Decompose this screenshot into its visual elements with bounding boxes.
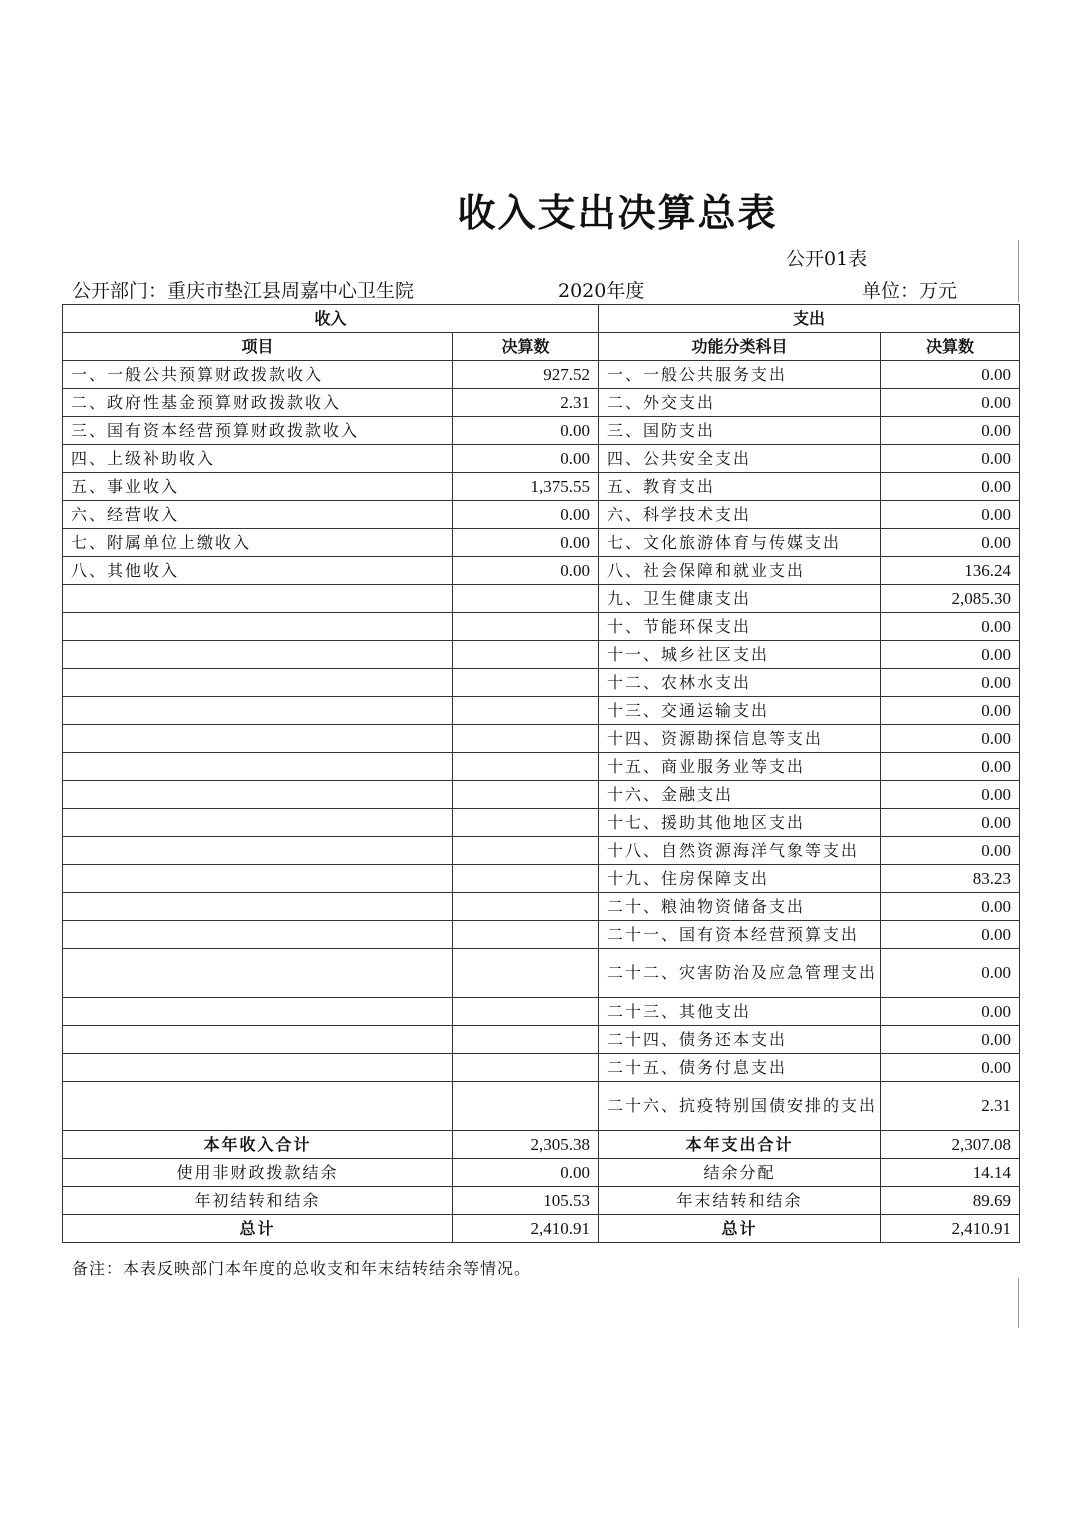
expense-item: 十四、资源勘探信息等支出 xyxy=(599,725,881,753)
expense-amount: 2,085.30 xyxy=(881,585,1020,613)
income-amount xyxy=(453,613,599,641)
summary-income-amount: 2,305.38 xyxy=(453,1131,599,1159)
expense-item: 九、卫生健康支出 xyxy=(599,585,881,613)
table-row xyxy=(63,865,1020,893)
expense-item: 二十六、抗疫特别国债安排的支出 xyxy=(599,1082,881,1131)
table-row xyxy=(63,893,1020,921)
table-row xyxy=(63,501,1020,529)
income-amount: 0.00 xyxy=(453,417,599,445)
income-item xyxy=(63,949,453,998)
income-item: 五、事业收入 xyxy=(63,473,453,501)
expense-item: 二十五、债务付息支出 xyxy=(599,1054,881,1082)
summary-income-label: 年初结转和结余 xyxy=(63,1187,453,1215)
expense-amount: 0.00 xyxy=(881,613,1020,641)
margin-line xyxy=(1018,240,1019,302)
expense-amount: 0.00 xyxy=(881,669,1020,697)
income-item xyxy=(63,893,453,921)
expense-amount: 0.00 xyxy=(881,949,1020,998)
income-amount xyxy=(453,669,599,697)
table-row xyxy=(63,921,1020,949)
income-amount xyxy=(453,893,599,921)
income-item xyxy=(63,641,453,669)
summary-row xyxy=(63,1187,1020,1215)
expense-amount: 0.00 xyxy=(881,501,1020,529)
table-row xyxy=(63,529,1020,557)
item-header: 项目 xyxy=(63,333,453,361)
footnote: 备注：本表反映部门本年度的总收支和年末结转结余等情况。 xyxy=(72,1259,532,1278)
income-item: 二、政府性基金预算财政拨款收入 xyxy=(63,389,453,417)
expense-amount: 0.00 xyxy=(881,725,1020,753)
expense-amount: 0.00 xyxy=(881,473,1020,501)
income-expense-table xyxy=(62,304,1020,1243)
form-number: 公开01表 xyxy=(786,248,868,270)
table-row xyxy=(63,361,1020,389)
income-item: 四、上级补助收入 xyxy=(63,445,453,473)
income-amount xyxy=(453,949,599,998)
income-amount xyxy=(453,781,599,809)
expense-amount: 0.00 xyxy=(881,809,1020,837)
income-amount xyxy=(453,837,599,865)
summary-row xyxy=(63,1131,1020,1159)
income-amount xyxy=(453,921,599,949)
expense-amount: 136.24 xyxy=(881,557,1020,585)
expense-amount: 0.00 xyxy=(881,1026,1020,1054)
expense-item: 二十四、债务还本支出 xyxy=(599,1026,881,1054)
summary-income-label: 总计 xyxy=(63,1215,453,1243)
expense-item: 三、国防支出 xyxy=(599,417,881,445)
income-item xyxy=(63,1082,453,1131)
income-header: 收入 xyxy=(63,305,599,333)
summary-expense-label: 本年支出合计 xyxy=(599,1131,881,1159)
income-amount xyxy=(453,697,599,725)
expense-item: 十八、自然资源海洋气象等支出 xyxy=(599,837,881,865)
expense-amount: 83.23 xyxy=(881,865,1020,893)
income-item xyxy=(63,1026,453,1054)
income-item xyxy=(63,781,453,809)
table-row xyxy=(63,557,1020,585)
expense-item: 十九、住房保障支出 xyxy=(599,865,881,893)
income-amount: 0.00 xyxy=(453,529,599,557)
unit-label: 单位：万元 xyxy=(862,280,958,302)
expense-amount: 0.00 xyxy=(881,1054,1020,1082)
expense-item: 十七、援助其他地区支出 xyxy=(599,809,881,837)
table-row xyxy=(63,389,1020,417)
department-label: 公开部门：重庆市垫江县周嘉中心卫生院 xyxy=(72,280,415,302)
table-row xyxy=(63,697,1020,725)
summary-income-amount: 105.53 xyxy=(453,1187,599,1215)
fiscal-year: 2020年度 xyxy=(558,280,645,302)
summary-expense-amount: 14.14 xyxy=(881,1159,1020,1187)
income-item: 六、经营收入 xyxy=(63,501,453,529)
expense-amount: 0.00 xyxy=(881,697,1020,725)
income-item xyxy=(63,1054,453,1082)
expense-item: 二十、粮油物资储备支出 xyxy=(599,893,881,921)
income-amount: 0.00 xyxy=(453,501,599,529)
income-amount xyxy=(453,1082,599,1131)
expense-amount: 0.00 xyxy=(881,998,1020,1026)
expense-amount: 0.00 xyxy=(881,641,1020,669)
income-item xyxy=(63,697,453,725)
expense-amount: 0.00 xyxy=(881,445,1020,473)
summary-row xyxy=(63,1215,1020,1243)
expense-item: 十、节能环保支出 xyxy=(599,613,881,641)
income-amount xyxy=(453,1026,599,1054)
expense-header: 支出 xyxy=(599,305,1020,333)
table-row xyxy=(63,613,1020,641)
margin-line xyxy=(1018,1278,1019,1328)
table-row xyxy=(63,949,1020,998)
income-item xyxy=(63,837,453,865)
income-amount xyxy=(453,998,599,1026)
income-item xyxy=(63,585,453,613)
table-row xyxy=(63,417,1020,445)
table-row xyxy=(63,725,1020,753)
table-row xyxy=(63,809,1020,837)
summary-expense-label: 结余分配 xyxy=(599,1159,881,1187)
table-row xyxy=(63,998,1020,1026)
amount2-header: 决算数 xyxy=(881,333,1020,361)
table-row xyxy=(63,473,1020,501)
income-amount: 2.31 xyxy=(453,389,599,417)
expense-item: 十三、交通运输支出 xyxy=(599,697,881,725)
income-amount xyxy=(453,865,599,893)
expense-item: 六、科学技术支出 xyxy=(599,501,881,529)
expense-amount: 0.00 xyxy=(881,753,1020,781)
expense-item: 七、文化旅游体育与传媒支出 xyxy=(599,529,881,557)
expense-item: 五、教育支出 xyxy=(599,473,881,501)
income-amount xyxy=(453,725,599,753)
table-row xyxy=(63,837,1020,865)
expense-amount: 0.00 xyxy=(881,417,1020,445)
income-item xyxy=(63,753,453,781)
income-amount: 1,375.55 xyxy=(453,473,599,501)
summary-row xyxy=(63,1159,1020,1187)
income-amount xyxy=(453,753,599,781)
income-item xyxy=(63,998,453,1026)
expense-amount: 0.00 xyxy=(881,837,1020,865)
page-title: 收入支出决算总表 xyxy=(457,190,778,235)
income-item xyxy=(63,921,453,949)
income-item xyxy=(63,809,453,837)
expense-item: 十五、商业服务业等支出 xyxy=(599,753,881,781)
summary-income-amount: 2,410.91 xyxy=(453,1215,599,1243)
table-row xyxy=(63,753,1020,781)
summary-expense-amount: 2,307.08 xyxy=(881,1131,1020,1159)
expense-item: 四、公共安全支出 xyxy=(599,445,881,473)
table-row xyxy=(63,1026,1020,1054)
summary-expense-label: 总计 xyxy=(599,1215,881,1243)
amount-header: 决算数 xyxy=(453,333,599,361)
income-amount xyxy=(453,641,599,669)
table-row xyxy=(63,1082,1020,1131)
table-row xyxy=(63,641,1020,669)
summary-expense-amount: 89.69 xyxy=(881,1187,1020,1215)
income-item: 三、国有资本经营预算财政拨款收入 xyxy=(63,417,453,445)
table-row xyxy=(63,669,1020,697)
income-amount: 0.00 xyxy=(453,445,599,473)
expense-amount: 0.00 xyxy=(881,529,1020,557)
expense-item: 十二、农林水支出 xyxy=(599,669,881,697)
summary-expense-amount: 2,410.91 xyxy=(881,1215,1020,1243)
expense-item: 一、一般公共服务支出 xyxy=(599,361,881,389)
expense-item: 二十一、国有资本经营预算支出 xyxy=(599,921,881,949)
expense-item: 八、社会保障和就业支出 xyxy=(599,557,881,585)
table-row xyxy=(63,781,1020,809)
expense-amount: 0.00 xyxy=(881,893,1020,921)
income-item xyxy=(63,669,453,697)
table-row xyxy=(63,585,1020,613)
expense-item: 十一、城乡社区支出 xyxy=(599,641,881,669)
income-amount xyxy=(453,809,599,837)
summary-income-label: 使用非财政拨款结余 xyxy=(63,1159,453,1187)
expense-amount: 0.00 xyxy=(881,389,1020,417)
income-item: 一、一般公共预算财政拨款收入 xyxy=(63,361,453,389)
expense-amount: 0.00 xyxy=(881,921,1020,949)
func-item-header: 功能分类科目 xyxy=(599,333,881,361)
expense-amount: 0.00 xyxy=(881,361,1020,389)
income-item: 七、附属单位上缴收入 xyxy=(63,529,453,557)
expense-item: 二十二、灾害防治及应急管理支出 xyxy=(599,949,881,998)
summary-income-amount: 0.00 xyxy=(453,1159,599,1187)
expense-item: 二十三、其他支出 xyxy=(599,998,881,1026)
summary-income-label: 本年收入合计 xyxy=(63,1131,453,1159)
expense-item: 二、外交支出 xyxy=(599,389,881,417)
table-row xyxy=(63,1054,1020,1082)
expense-item: 十六、金融支出 xyxy=(599,781,881,809)
expense-amount: 2.31 xyxy=(881,1082,1020,1131)
income-amount xyxy=(453,1054,599,1082)
table-row xyxy=(63,445,1020,473)
income-item xyxy=(63,865,453,893)
income-item: 八、其他收入 xyxy=(63,557,453,585)
income-amount: 927.52 xyxy=(453,361,599,389)
income-amount xyxy=(453,585,599,613)
income-amount: 0.00 xyxy=(453,557,599,585)
income-item xyxy=(63,725,453,753)
income-item xyxy=(63,613,453,641)
summary-expense-label: 年末结转和结余 xyxy=(599,1187,881,1215)
expense-amount: 0.00 xyxy=(881,781,1020,809)
